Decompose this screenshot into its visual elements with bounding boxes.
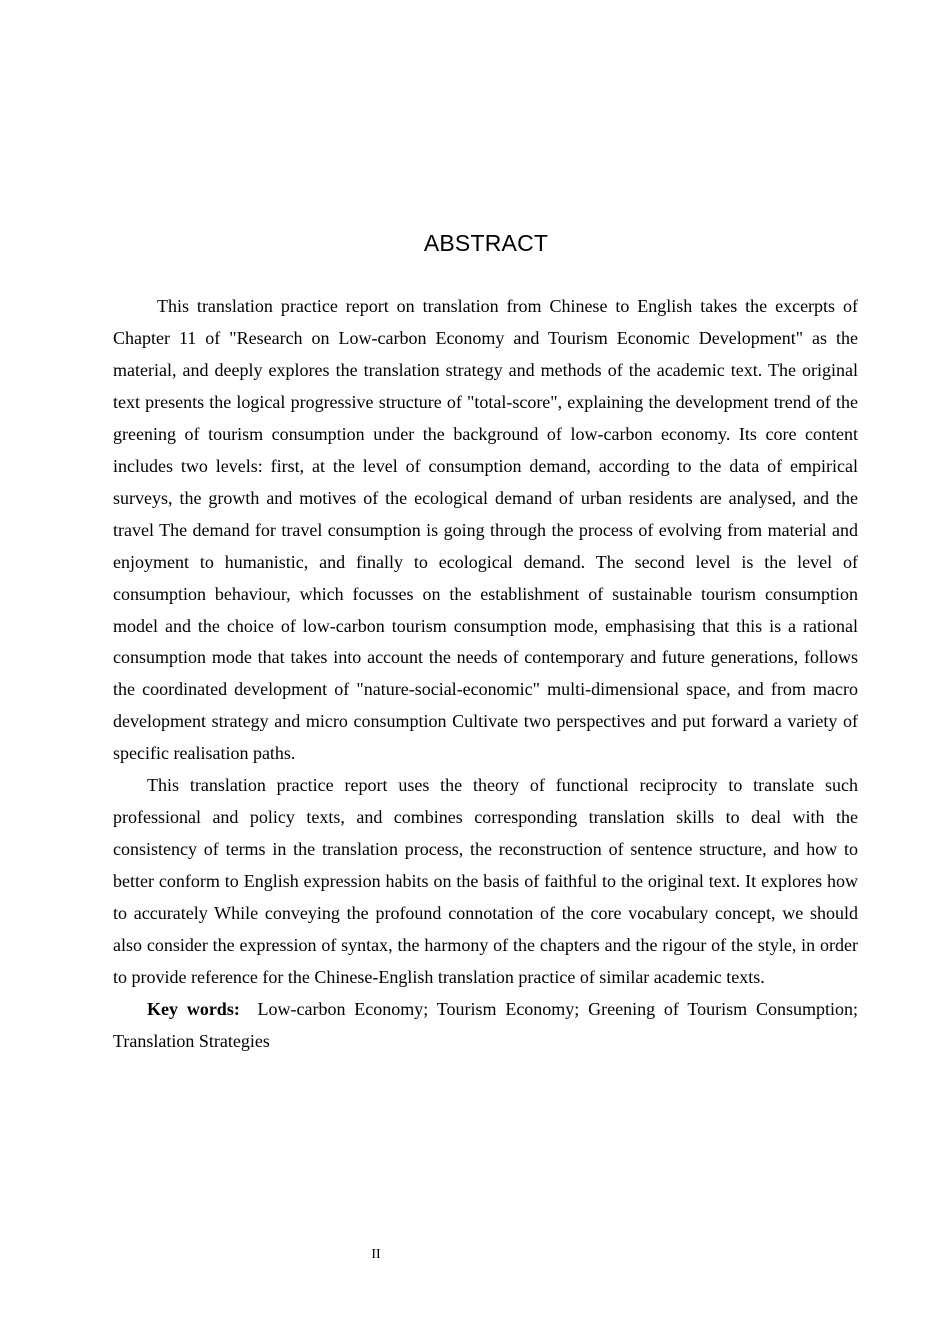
abstract-paragraph-1: This translation practice report on translation from Chinese to English takes the excerpts of Chapter 11 of "Research on Low-carbon Economy and Tourism Economic Development" as the material, and deeply explores the translation strategy and methods of the academic text. The original text presents the logical progressive structure of "total-score", explaining the development trend of the greening of tourism consumption under the background of low-carbon economy. Its core content includes two levels: first, at the level of consumption demand, according to the data of empirical surveys, the growth and motives of the ecological demand of urban residents are analysed, and the travel The demand for travel consumption is going through the process of evolving from material and enjoyment to humanistic, and finally to ecological demand. The second level is the level of consumption behaviour, which focusses on the establishment of sustainable tourism consumption model and the choice of low-carbon tourism consumption mode, emphasising that this is a rational consumption mode that takes into account the needs of contemporary and future generations, follows the coordinated development of "nature-social-economic" multi-dimensional space, and from macro development strategy and micro consumption Cultivate two perspectives and put forward a variety of specific realisation paths. bbox=[113, 296, 858, 764]
page-number: II bbox=[371, 1247, 381, 1262]
abstract-paragraph-2: This translation practice report uses the theory of functional reciprocity to translate such professional and policy texts, and combines corresponding translation skills to deal with the consistency of terms in the translation process, the reconstruction of sentence structure, and how to better conform to English expression habits on the basis of faithful to the original text. It explores how to accurately While conveying the profound connotation of the core vocabulary concept, we should also consider the expression of syntax, the harmony of the chapters and the rigour of the style, in order to provide reference for the Chinese-English translation practice of similar academic texts. bbox=[113, 775, 858, 988]
keywords-label: Key words: bbox=[147, 998, 240, 1019]
keywords-line bbox=[113, 994, 858, 1058]
abstract-body bbox=[113, 291, 858, 1058]
abstract-title: ABSTRACT bbox=[423, 230, 549, 256]
keywords-text: Low-carbon Economy; Tourism Economy; Greening of Tourism Consumption; Translation Strategies bbox=[113, 998, 859, 1051]
